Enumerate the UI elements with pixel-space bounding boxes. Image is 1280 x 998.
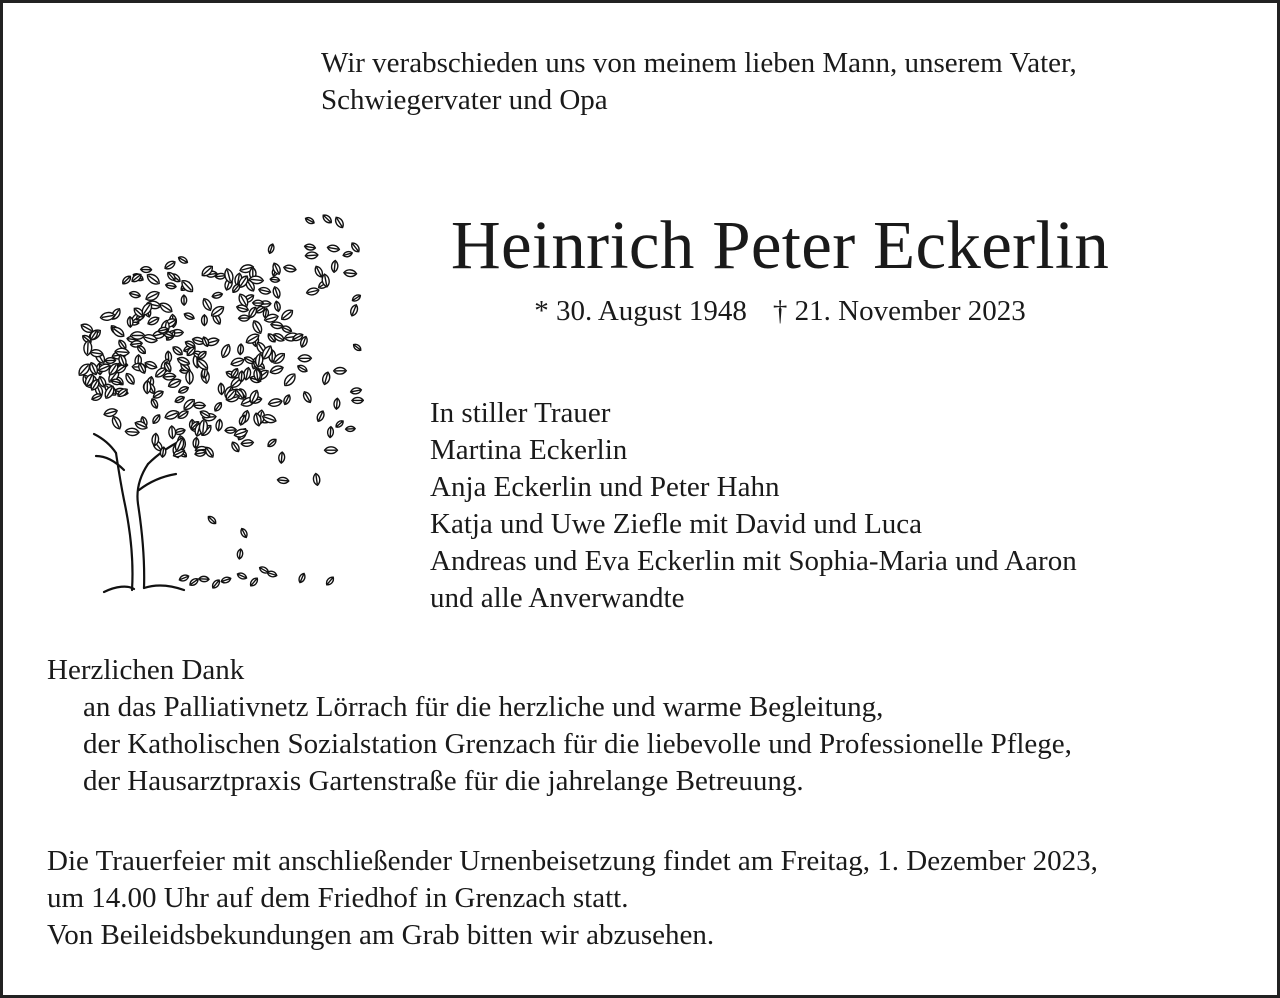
- leaf-shape: [274, 301, 281, 312]
- mourner-name: und alle Anverwandte: [430, 582, 685, 614]
- leaf-shape: [177, 255, 188, 265]
- leaf-shape: [215, 419, 223, 431]
- leaf-shape: [178, 385, 190, 395]
- leaf-shape: [334, 367, 347, 374]
- leaf-shape: [168, 426, 176, 439]
- leaf-shape: [188, 577, 199, 587]
- service-line: Die Trauerfeier mit anschließender Urnenbeisetzung findet am Freitag, 1. Dezember 2023,: [47, 845, 1098, 877]
- leaf-shape: [164, 409, 180, 421]
- leaf-shape: [253, 300, 264, 306]
- leaf-shape: [345, 426, 355, 432]
- leaf-shape: [220, 576, 231, 584]
- leaf-shape: [230, 356, 245, 367]
- leaf-shape: [150, 398, 160, 410]
- leaf-shape: [350, 387, 362, 395]
- leaf-shape: [327, 426, 333, 437]
- mourner-name: Martina Eckerlin: [430, 434, 628, 466]
- leaf-shape: [174, 395, 185, 404]
- leaf-shape: [272, 286, 282, 299]
- leaf-shape: [151, 413, 162, 425]
- leaf-shape: [131, 332, 145, 339]
- leaf-shape: [125, 428, 139, 436]
- leaf-shape: [249, 576, 259, 587]
- leaf-shape: [298, 355, 311, 362]
- leaf-shape: [165, 282, 176, 289]
- leaf-shape: [145, 272, 161, 287]
- leaf-shape: [225, 427, 237, 434]
- leaf-shape: [158, 301, 174, 315]
- leaf-shape: [352, 397, 364, 403]
- leaf-shape: [211, 578, 221, 589]
- leaf-shape: [270, 321, 283, 329]
- leaf-shape: [199, 576, 209, 582]
- leaf-shape: [237, 549, 244, 560]
- leaf-shape: [352, 343, 362, 352]
- leaf-shape: [325, 447, 338, 454]
- leaf-shape: [277, 477, 289, 484]
- leaf-shape: [239, 527, 248, 538]
- leaf-shape: [181, 295, 187, 305]
- leaf-shape: [267, 243, 275, 254]
- leaf-shape: [201, 336, 210, 347]
- death-date: † 21. November 2023: [772, 295, 1026, 327]
- leaf-shape: [296, 364, 308, 374]
- leaf-shape: [230, 441, 241, 454]
- leaf-shape: [124, 372, 137, 386]
- mourners-heading: In stiller Trauer: [430, 397, 611, 429]
- leaf-shape: [202, 315, 208, 326]
- leaf-shape: [166, 271, 177, 282]
- leaf-shape: [127, 317, 133, 328]
- leaf-shape: [258, 286, 271, 295]
- thanks-line: der Hausarztpraxis Gartenstraße für die jahrelange Betreuung.: [83, 765, 804, 797]
- leaf-shape: [313, 473, 321, 486]
- leaf-shape: [282, 394, 291, 406]
- thanks-line: an das Palliativnetz Lörrach für die herzliche und warme Begleitung,: [83, 691, 884, 723]
- leaf-shape: [334, 398, 341, 409]
- leaf-shape: [283, 264, 296, 273]
- deceased-name: Heinrich Peter Eckerlin: [450, 207, 1110, 283]
- leaf-shape: [103, 407, 118, 418]
- leaf-shape: [141, 267, 152, 273]
- leaf-shape: [251, 319, 264, 335]
- leaf-shape: [218, 383, 225, 395]
- birth-date: * 30. August 1948: [534, 295, 747, 327]
- leaf-shape: [88, 361, 99, 375]
- leaf-shape: [238, 371, 244, 382]
- mourners-block: [430, 395, 1077, 617]
- life-dates: [300, 293, 1260, 330]
- leaf-shape: [278, 452, 285, 464]
- leaf-shape: [282, 372, 298, 388]
- thanks-heading: Herzlichen Dank: [47, 654, 245, 686]
- thanks-block: [47, 652, 1072, 800]
- mourner-name: Katja und Uwe Ziefle mit David und Luca: [430, 508, 923, 540]
- leaf-shape: [193, 402, 205, 409]
- mourner-name: Andreas und Eva Eckerlin mit Sophia-Maria und Aaron: [430, 545, 1077, 577]
- leaf-shape: [268, 398, 283, 408]
- leaf-shape: [144, 381, 151, 394]
- thanks-line: der Katholischen Sozialstation Grenzach für die liebevolle und Professionelle Pflege,: [83, 728, 1072, 760]
- leaf-shape: [258, 565, 269, 574]
- leaf-shape: [266, 437, 277, 448]
- leaf-shape: [171, 345, 184, 357]
- intro-line: Schwiegervater und Opa: [321, 84, 608, 116]
- leaf-shape: [219, 343, 232, 359]
- leaf-shape: [203, 446, 215, 459]
- leaf-shape: [186, 370, 194, 384]
- leaf-shape: [163, 259, 176, 271]
- leaf-shape: [178, 574, 189, 583]
- leaf-shape: [201, 297, 214, 312]
- leaf-shape: [298, 572, 307, 583]
- leaf-shape: [213, 401, 223, 412]
- service-block: [47, 843, 1098, 954]
- leaf-shape: [335, 419, 345, 429]
- intro-text: [321, 45, 1077, 119]
- leaf-shape: [302, 390, 313, 404]
- leaf-shape: [279, 308, 294, 322]
- leaf-shape: [315, 410, 325, 423]
- leaf-shape: [110, 415, 123, 431]
- leaf-shape: [238, 315, 249, 321]
- mourner-name: Anja Eckerlin und Peter Hahn: [430, 471, 780, 503]
- leaf-shape: [136, 344, 147, 355]
- leaf-shape: [325, 575, 335, 586]
- leaf-shape: [130, 272, 142, 283]
- intro-line: Wir verabschieden uns von meinem lieben Mann, unserem Vater,: [321, 47, 1077, 79]
- leaf-shape: [121, 274, 132, 285]
- leaf-shape: [236, 572, 247, 581]
- leaf-shape: [129, 290, 141, 298]
- service-line: Von Beileidsbekundungen am Grab bitten wir abzusehen.: [47, 919, 715, 951]
- service-line: um 14.00 Uhr auf dem Friedhof in Grenzach statt.: [47, 882, 629, 914]
- leaf-shape: [321, 371, 331, 385]
- leaf-shape: [183, 311, 195, 320]
- leaf-shape: [207, 515, 218, 526]
- leaf-shape: [212, 291, 223, 299]
- leaf-shape: [237, 344, 243, 355]
- leaf-shape: [270, 277, 280, 283]
- leaf-shape: [241, 439, 254, 447]
- leaf-shape: [269, 364, 284, 375]
